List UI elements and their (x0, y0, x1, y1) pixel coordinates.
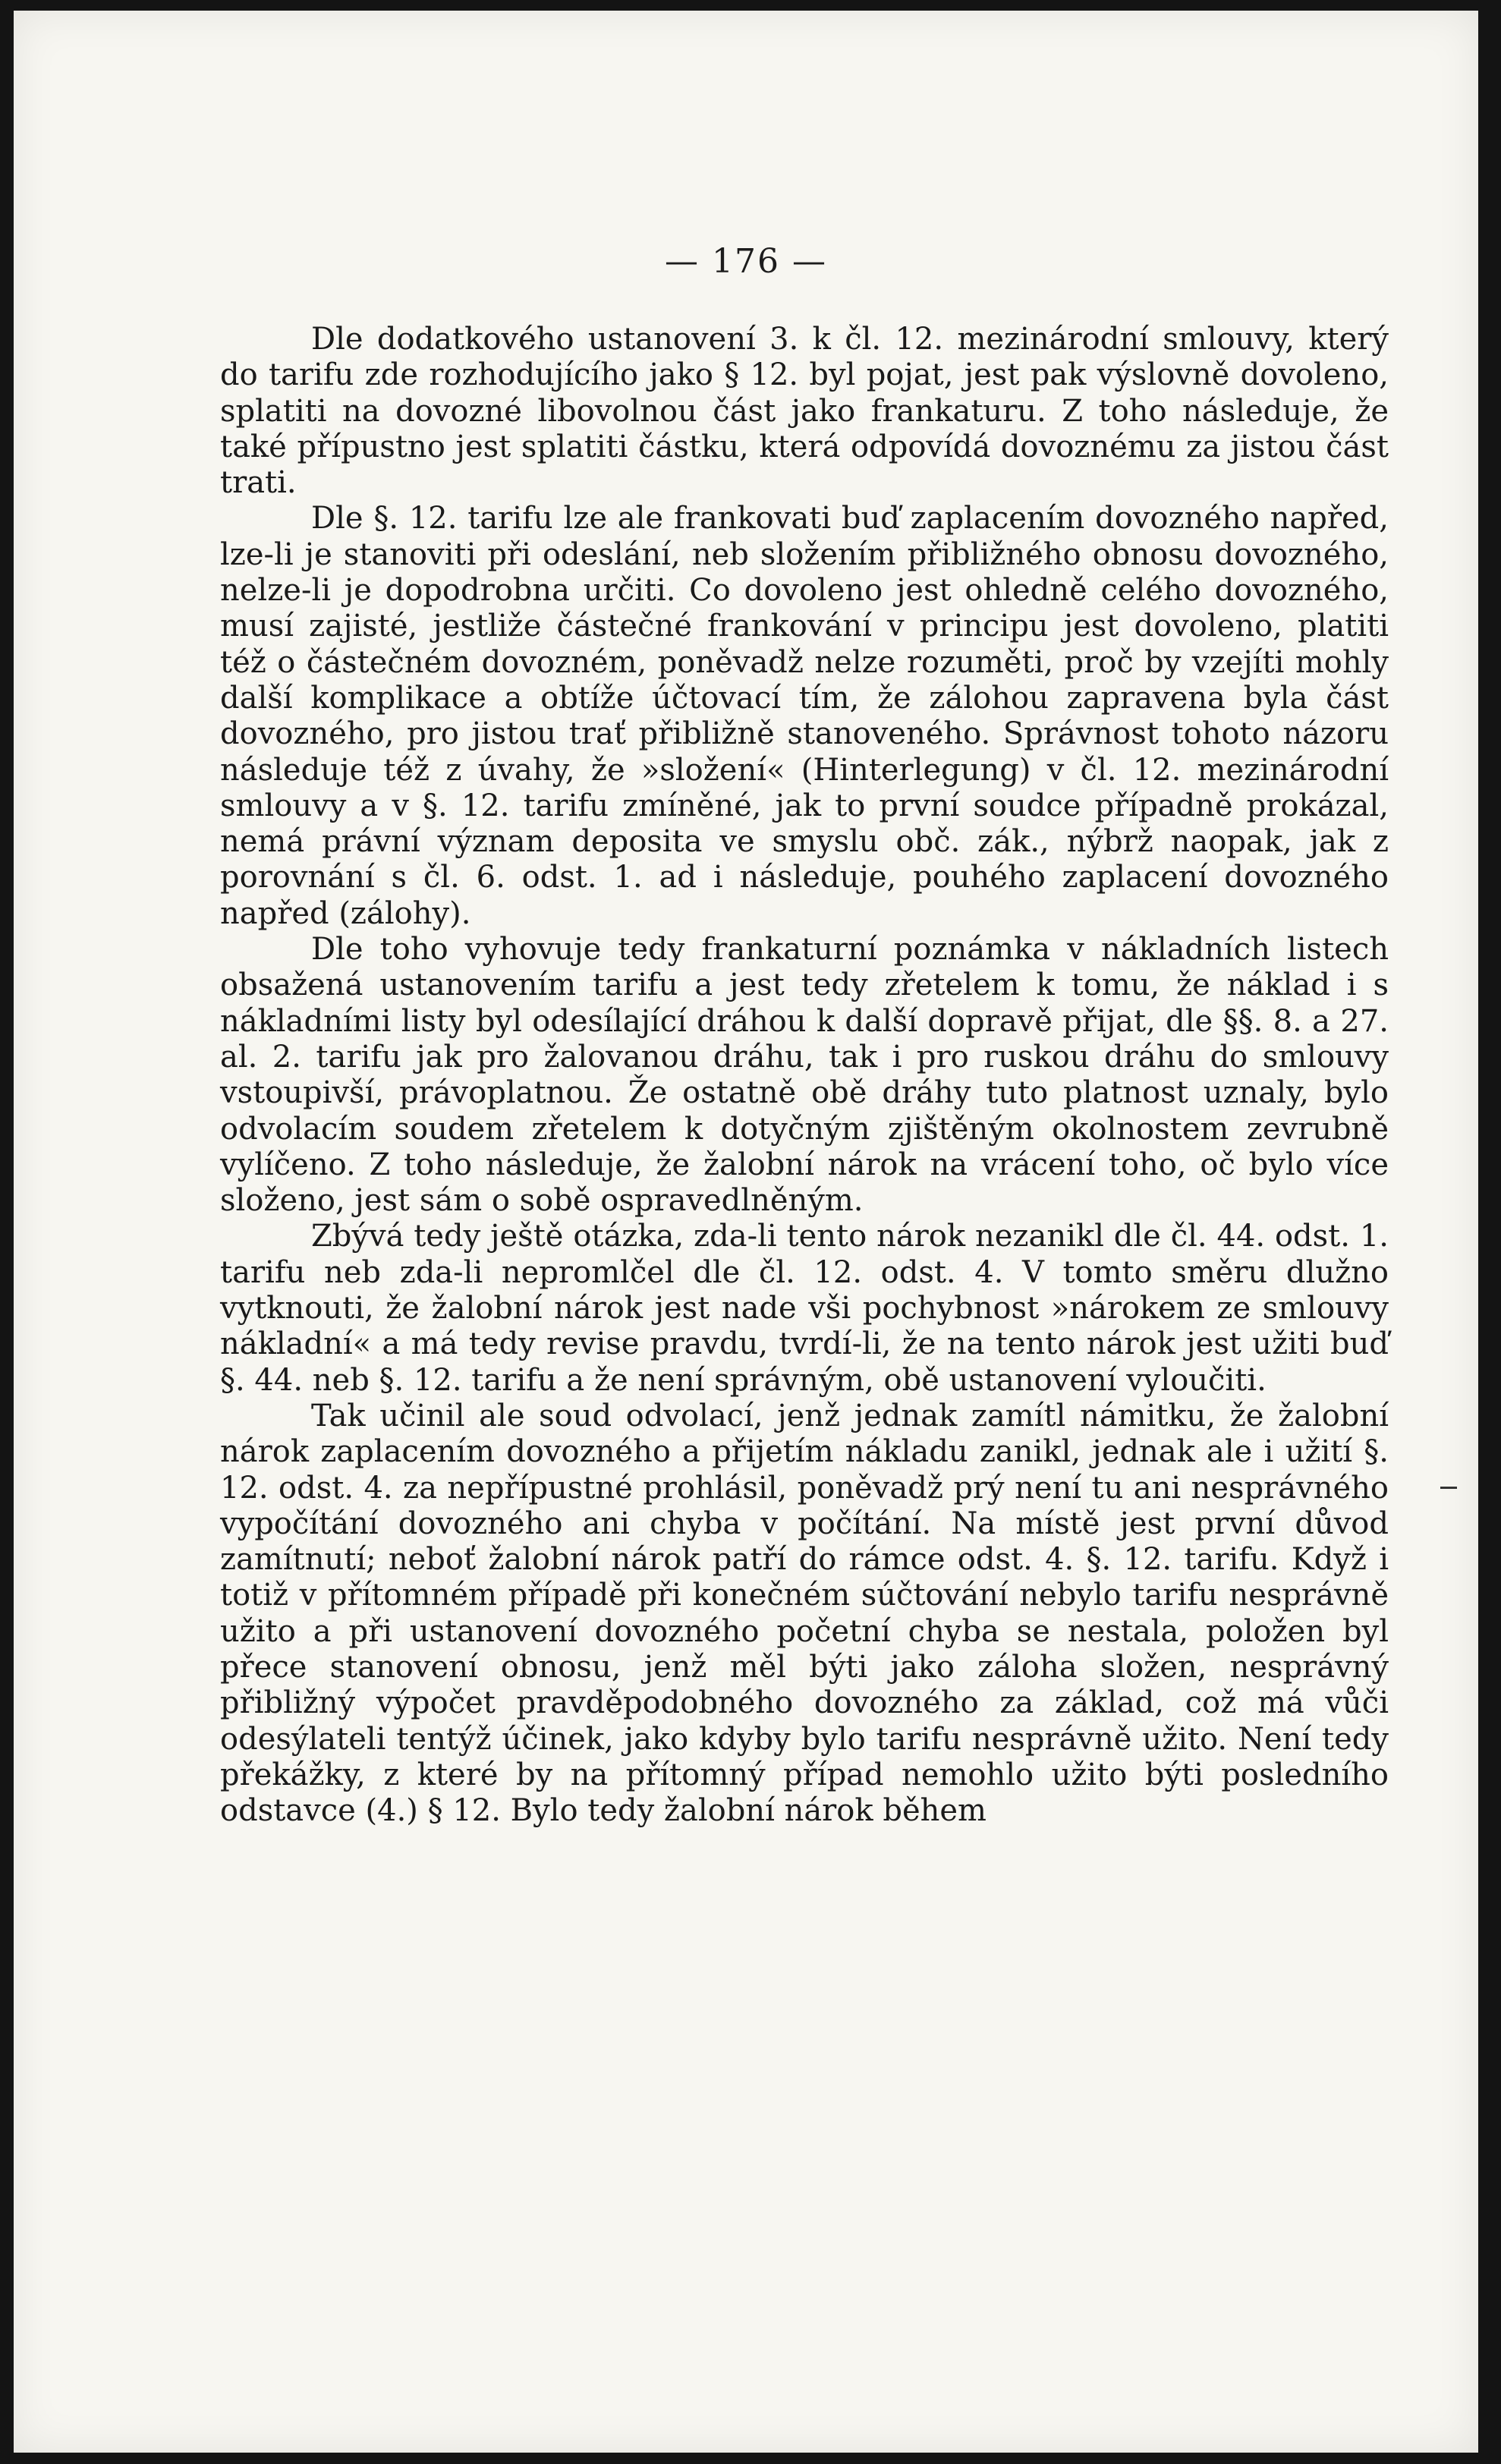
page-number: — 176 — (665, 242, 827, 281)
paragraph-2: Dle §. 12. tarifu lze ale frankovati buď zaplacením dovozného napřed, lze-li je stanoviti při odeslání, neb složením přibližného obnosu dovozného, nelze-li je dopodrobna určiti. Co dovoleno jest ohledně celého dovozného, musí zajisté, jestliže částečné frankování v principu jest dovoleno, platiti též o částečném dovozném, poněvadž nelze rozuměti, proč by vzejíti mohly další komplikace a obtíže účtovací tím, že zálohou zapravena byla část dovozného, pro jistou trať přibližně stanoveného. Správnost tohoto názoru následuje též z úvahy, že »složení« (Hinterlegung) v čl. 12. mezinárodní smlouvy a v §. 12. tarifu zmíněné, jak to první soudce případně prokázal, nemá právní význam deposita ve smyslu obč. zák., nýbrž naopak, jak z porovnání s čl. 6. odst. 1. ad i následuje, pouhého zaplacení dovozného napřed (zálohy). (220, 501, 1389, 931)
paragraph-4: Zbývá tedy ještě otázka, zda-li tento nárok nezanikl dle čl. 44. odst. 1. tarifu neb zda-li nepromlčel dle čl. 12. odst. 4. V tomto směru dlužno vytknouti, že žalobní nárok jest nade vši pochybnost »nárokem ze smlouvy nákladní« a má tedy revise pravdu, tvrdí-li, že na tento nárok jest užiti buď §. 44. neb §. 12. tarifu a že není správným, obě ustanovení vyloučiti. (220, 1219, 1389, 1398)
margin-mark (1440, 1487, 1457, 1489)
book-page (14, 11, 1478, 2453)
paragraph-3: Dle toho vyhovuje tedy frankaturní poznámka v nákladních listech obsažená ustanovením tarifu a jest tedy zřetelem k tomu, že náklad i s nákladními listy byl odesílající dráhou k další dopravě přijat, dle §§. 8. a 27. al. 2. tarifu jak pro žalovanou dráhu, tak i pro ruskou dráhu do smlouvy vstoupivší, právoplatnou. Že ostatně obě dráhy tuto platnost uznaly, bylo odvolacím soudem zřetelem k dotyčným zjištěným okolnostem zevrubně vylíčeno. Z toho následuje, že žalobní nárok na vrácení toho, oč bylo více složeno, jest sám o sobě ospravedlněným. (220, 932, 1389, 1219)
page-body (220, 322, 1389, 1829)
paragraph-5: Tak učinil ale soud odvolací, jenž jednak zamítl námitku, že žalobní nárok zaplacením dovozného a přijetím nákladu zanikl, jednak ale i užití §. 12. odst. 4. za nepřípustné prohlásil, poněvadž prý není tu ani nesprávného vypočítání dovozného ani chyba v počítání. Na místě jest první důvod zamítnutí; neboť žalobní nárok patří do rámce odst. 4. §. 12. tarifu. Když i totiž v přítomném případě při konečném súčtování nebylo tarifu nesprávně užito a při ustanovení dovozného početní chyba se nestala, položen byl přece stanovení obnosu, jenž měl býti jako záloha složen, nesprávný přibližný výpočet pravděpodobného dovozného za základ, což má vůči odesýlateli tentýž účinek, jako kdyby bylo tarifu nesprávně užito. Není tedy překážky, z které by na přítomný případ nemohlo užito býti posledního odstavce (4.) § 12. Bylo tedy žalobní nárok během (220, 1398, 1389, 1829)
paragraph-1: Dle dodatkového ustanovení 3. k čl. 12. mezinárodní smlouvy, který do tarifu zde rozhodujícího jako § 12. byl pojat, jest pak výslovně dovoleno, splatiti na dovozné libovolnou část jako frankaturu. Z toho následuje, že také přípustno jest splatiti částku, která odpovídá dovoznému za jistou část trati. (220, 322, 1389, 501)
